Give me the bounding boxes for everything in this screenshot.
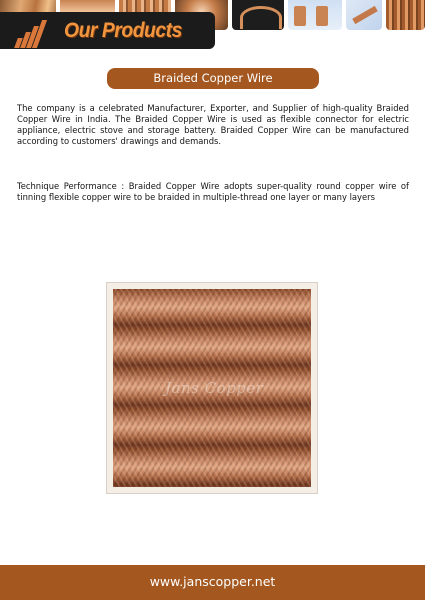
image-watermark: Jans Copper (165, 379, 264, 397)
footer-bar (0, 565, 425, 600)
copper-braid-bundle-photo (386, 0, 425, 30)
copper-busbar-photo (346, 0, 382, 30)
website-link[interactable]: www.janscopper.net (149, 574, 276, 589)
technique-performance: Technique Performance : Braided Copper Wire adopts super-quality round copper wire of tinning flexible copper wire to be braided in multiple-thread one layer or many layers (17, 181, 409, 202)
copper-arc-photo (232, 0, 284, 30)
product-image-frame (106, 282, 318, 494)
braided-copper-wire-photo (113, 289, 311, 487)
header-photo-strip (0, 0, 425, 52)
product-title: Braided Copper Wire (107, 68, 319, 89)
page-title: Our Products (64, 19, 182, 42)
copper-lug-photo (288, 0, 342, 30)
product-description: The company is a celebrated Manufacturer, Exporter, and Supplier of high-quality Braided Copper Wire in India. The Braided Copper Wire is used as flexible connector for electric appliance, electric stove and storage battery. Braided Copper Wire can be manufactured according to customers' drawings and demands. (17, 103, 409, 146)
brand-logo-icon (14, 18, 44, 48)
